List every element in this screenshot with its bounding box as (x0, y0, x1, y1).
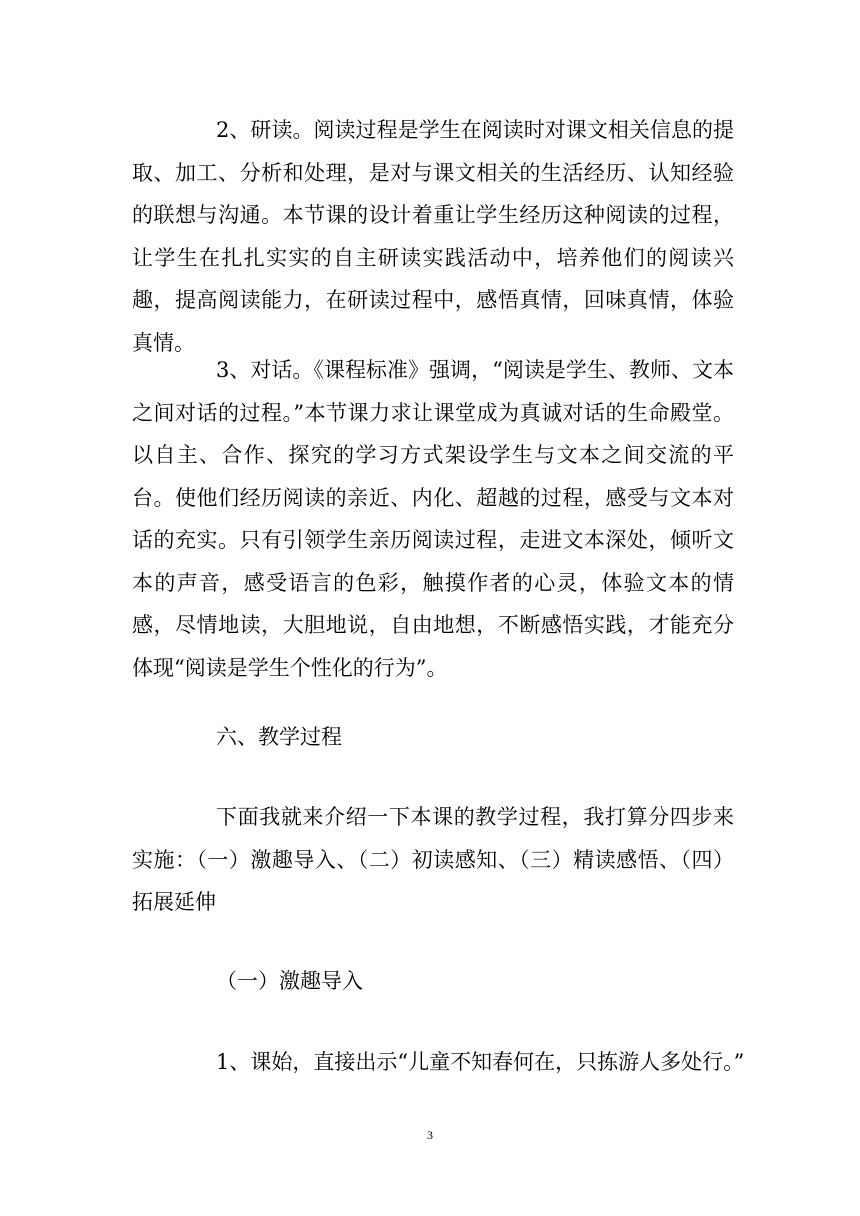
paragraph-step-one: 1、课始，直接出示“儿童不知春何在，只拣游人多处行。” (216, 1050, 745, 1074)
page-number: 3 (427, 1128, 433, 1142)
sub-heading: （一）激趣导入 (216, 969, 363, 993)
paragraph-dialogue: 3、对话。《课程标准》强调，“阅读是学生、教师、文本之间对话的过程。”本节课力求让课堂成为真诚对话的生命殿堂。以自主、合作、探究的学习方式架设学生与文本之间交流的平台。使他们经历阅读的亲近、内化、超越的过程，感受与文本对话的充实。只有引领学生亲历阅读过程，走进文本深处，倾听文本的声音，感受语言的色彩，触摸作者的心灵，体验文本的情感，尽情地读，大胆地说，自由地想，不断感悟实践，才能充分体现“阅读是学生个性化的行为”。 (132, 358, 734, 680)
section-heading: 六、教学过程 (216, 725, 342, 749)
paragraph-intro: 下面我就来介绍一下本课的教学过程，我打算分四步来实施：（一）激趣导入、（二）初读感知、（三）精读感悟、（四）拓展延伸 (132, 805, 734, 914)
paragraph-research: 2、研读。阅读过程是学生在阅读时对课文相关信息的提取、加工、分析和处理，是对与课文相关的生活经历、认知经验的联想与沟通。本节课的设计着重让学生经历这种阅读的过程，让学生在扎扎实实的自主研读实践活动中，培养他们的阅读兴趣，提高阅读能力，在研读过程中，感悟真情，回味真情，体验真情。 (132, 118, 734, 355)
